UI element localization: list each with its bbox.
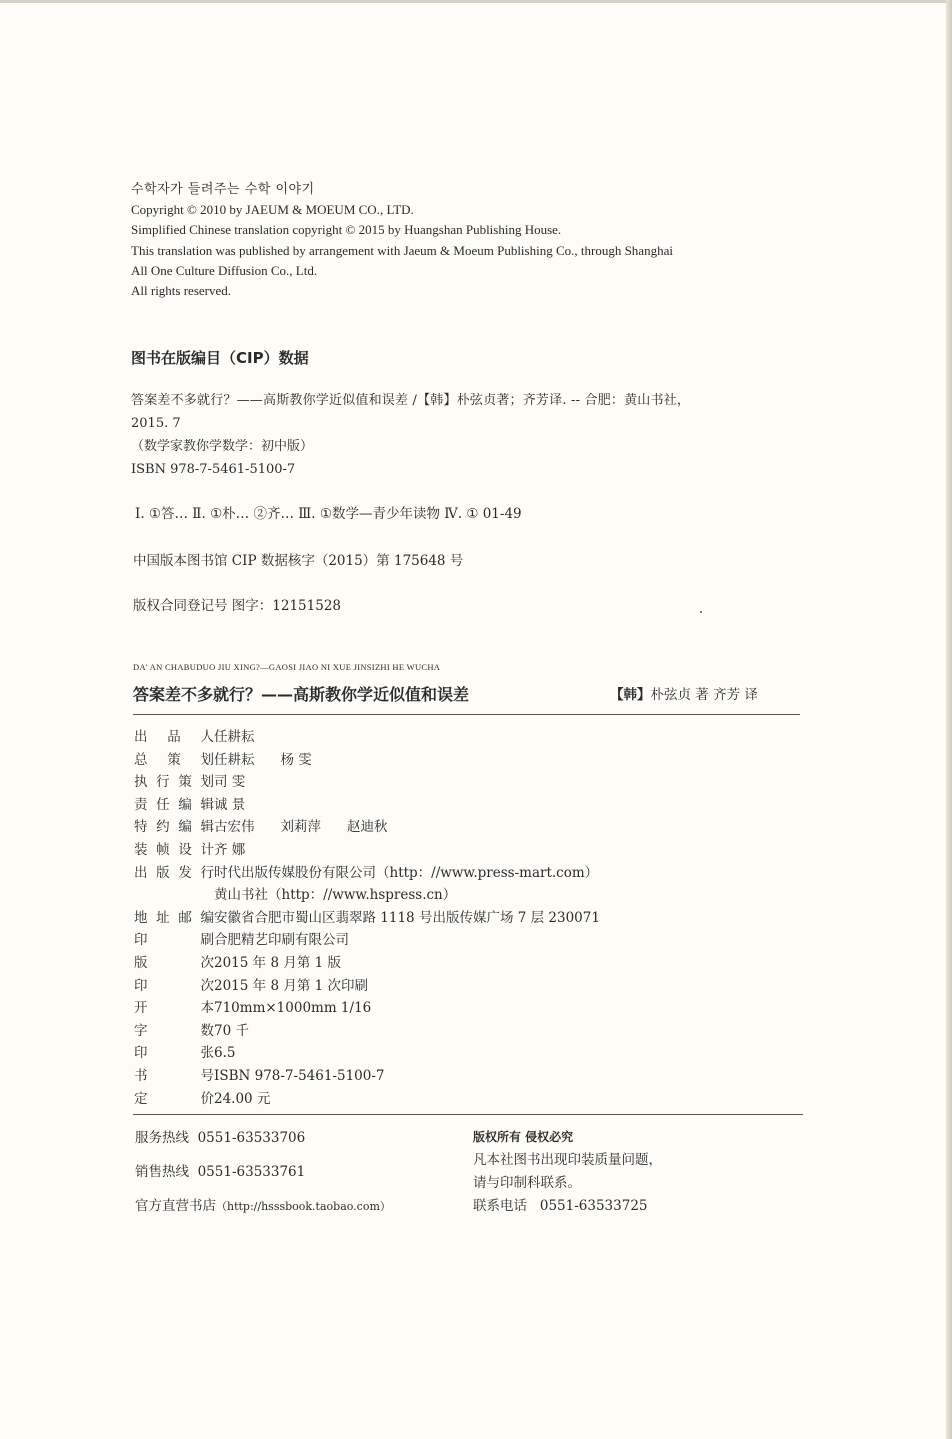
quality-line: 请与印制科联系。 <box>473 1175 581 1191</box>
contact-phone <box>473 1195 662 1218</box>
rights-reserved-line: All rights reserved. <box>131 283 232 299</box>
author-nationality: 【韩】 <box>610 687 651 703</box>
hotlines <box>135 1126 391 1214</box>
credit-value: 24.00 元 <box>214 1090 271 1107</box>
credit-value: 司 雯 <box>214 774 246 791</box>
credit-row <box>134 862 600 885</box>
credit-row <box>134 749 600 772</box>
credit-label: 印刷 <box>134 932 214 949</box>
credit-value: 6.5 <box>214 1045 236 1062</box>
title-pinyin: DA' AN CHABUDUO JIU XING?—GAOSI JIAO NI XUE JINSIZHI HE WUCHA <box>133 662 441 672</box>
credits-list <box>134 726 600 1110</box>
copyright-line: Copyright © 2010 by JAEUM & MOEUM CO., LTD. <box>131 202 414 218</box>
sales-hotline-phone: 0551-63533761 <box>197 1164 306 1180</box>
agency-line: All One Culture Diffusion Co., Ltd. <box>131 262 318 278</box>
credit-value: 合肥精艺印刷有限公司 <box>214 932 349 949</box>
credit-label: 印张 <box>134 1045 214 1062</box>
page-edge-right <box>946 0 952 1439</box>
credit-value: 70 千 <box>214 1022 249 1039</box>
sales-hotline <box>135 1160 391 1194</box>
credit-value: 黄山书社（http：//www.hspress.cn） <box>214 887 457 904</box>
service-hotline-label: 服务热线 <box>135 1130 189 1146</box>
credit-value: 安徽省合肥市蜀山区翡翠路 1118 号出版传媒广场 7 层 230071 <box>214 909 600 926</box>
credit-row <box>134 794 600 817</box>
cip-date-line: 2015. 7 <box>131 416 181 431</box>
korean-title: 수학자가 들려주는 수학 이야기 <box>131 182 315 197</box>
contact-phone-number: 0551-63533725 <box>539 1198 648 1214</box>
credit-row <box>134 1020 600 1043</box>
book-title: 答案差不多就行？——高斯教你学近似值和误差 <box>133 685 470 704</box>
credit-row <box>134 839 600 862</box>
footer-divider <box>133 1114 803 1115</box>
title-divider <box>133 714 800 715</box>
credit-row <box>134 997 600 1020</box>
credit-value-name: 赵迪秋 <box>347 819 388 836</box>
credit-value-name: 古宏伟 <box>214 819 255 836</box>
credit-value: 诚 景 <box>214 796 246 813</box>
credit-value <box>214 816 388 839</box>
credit-value: ISBN 978-7-5461-5100-7 <box>214 1067 385 1084</box>
credit-label: 装帧设计 <box>134 841 214 858</box>
credit-label: 版次 <box>134 954 214 971</box>
cip-classification: Ⅰ. ①答… Ⅱ. ①朴… ②齐… Ⅲ. ①数学—青少年读物 Ⅳ. ① 01-49 <box>135 506 522 522</box>
credit-row <box>134 929 600 952</box>
copyright-registration: 版权合同登记号 图字：12151528 <box>133 598 342 614</box>
cip-series-line: （数学家教你学数学：初中版） <box>131 439 314 454</box>
credit-label: 特约编辑 <box>134 819 214 836</box>
credit-value-name: 任耕耘 <box>214 751 255 768</box>
credit-label: 责任编辑 <box>134 796 214 813</box>
cip-isbn-line: ISBN 978-7-5461-5100-7 <box>131 462 296 477</box>
credit-value: 时代出版传媒股份有限公司（http：//www.press-mart.com） <box>214 864 599 881</box>
credit-label: 书号 <box>134 1067 214 1084</box>
credit-label: 出版发行 <box>134 864 214 881</box>
official-store-url: （http://hsssbook.taobao.com） <box>216 1200 391 1213</box>
credit-value: 2015 年 8 月第 1 版 <box>214 954 341 971</box>
official-store <box>135 1194 391 1214</box>
contact-phone-label: 联系电话 <box>473 1198 527 1214</box>
credit-row <box>134 726 600 749</box>
quality-line: 凡本社图书出现印装质量问题， <box>473 1152 662 1168</box>
credit-value <box>214 749 312 772</box>
arrangement-line: This translation was published by arrangement with Jaeum & Moeum Publishing Co., through Shanghai <box>131 242 673 258</box>
credit-label: 地址邮编 <box>134 909 214 926</box>
quality-notice <box>473 1126 662 1218</box>
official-store-label: 官方直营书店 <box>135 1198 216 1214</box>
credit-row <box>134 816 600 839</box>
rights-notice: 版权所有 侵权必究 <box>473 1130 574 1144</box>
book-authors <box>610 683 758 703</box>
credit-row <box>134 952 600 975</box>
credit-label: 执行策划 <box>134 774 214 791</box>
credit-row <box>134 1088 600 1111</box>
credit-row <box>134 907 600 930</box>
credit-row <box>134 1065 600 1088</box>
credit-row <box>134 1042 600 1065</box>
credit-label: 字数 <box>134 1022 214 1039</box>
copyright-notice <box>131 180 673 301</box>
credit-value: 齐 娜 <box>214 841 246 858</box>
cip-heading: 图书在版编目（CIP）数据 <box>131 349 309 367</box>
credit-value: 710mm×1000mm 1/16 <box>214 1000 372 1017</box>
credit-label: 印次 <box>134 977 214 994</box>
credit-row <box>134 975 600 998</box>
service-hotline-phone: 0551-63533706 <box>197 1130 306 1146</box>
credit-value: 任耕耘 <box>214 729 255 745</box>
page-edge-top <box>0 0 952 3</box>
credit-label: 开本 <box>134 1000 214 1017</box>
credit-label: 定价 <box>134 1090 214 1107</box>
cip-data <box>131 389 690 481</box>
credit-label <box>134 884 214 907</box>
credit-row <box>134 884 600 907</box>
credit-label: 出品人 <box>134 729 214 745</box>
sales-hotline-label: 销售热线 <box>135 1164 189 1180</box>
translation-copyright-line: Simplified Chinese translation copyright © 2015 by Huangshan Publishing House. <box>131 222 562 238</box>
author-names: 朴弦贞 著 齐芳 译 <box>650 687 758 703</box>
credit-row <box>134 771 600 794</box>
service-hotline <box>135 1126 391 1160</box>
cip-library-number: 中国版本图书馆 CIP 数据核字（2015）第 175648 号 <box>133 553 464 569</box>
credit-value-name: 刘莉萍 <box>280 819 321 836</box>
credit-value: 2015 年 8 月第 1 次印刷 <box>214 977 368 994</box>
credit-value-name: 杨 雯 <box>280 751 312 768</box>
paper-speck <box>700 611 702 613</box>
credit-label: 总策划 <box>134 751 214 768</box>
cip-title-line: 答案差不多就行？——高斯教你学近似值和误差 /【韩】朴弦贞著；齐芳译. -- 合肥：黄山书社， <box>131 393 691 408</box>
